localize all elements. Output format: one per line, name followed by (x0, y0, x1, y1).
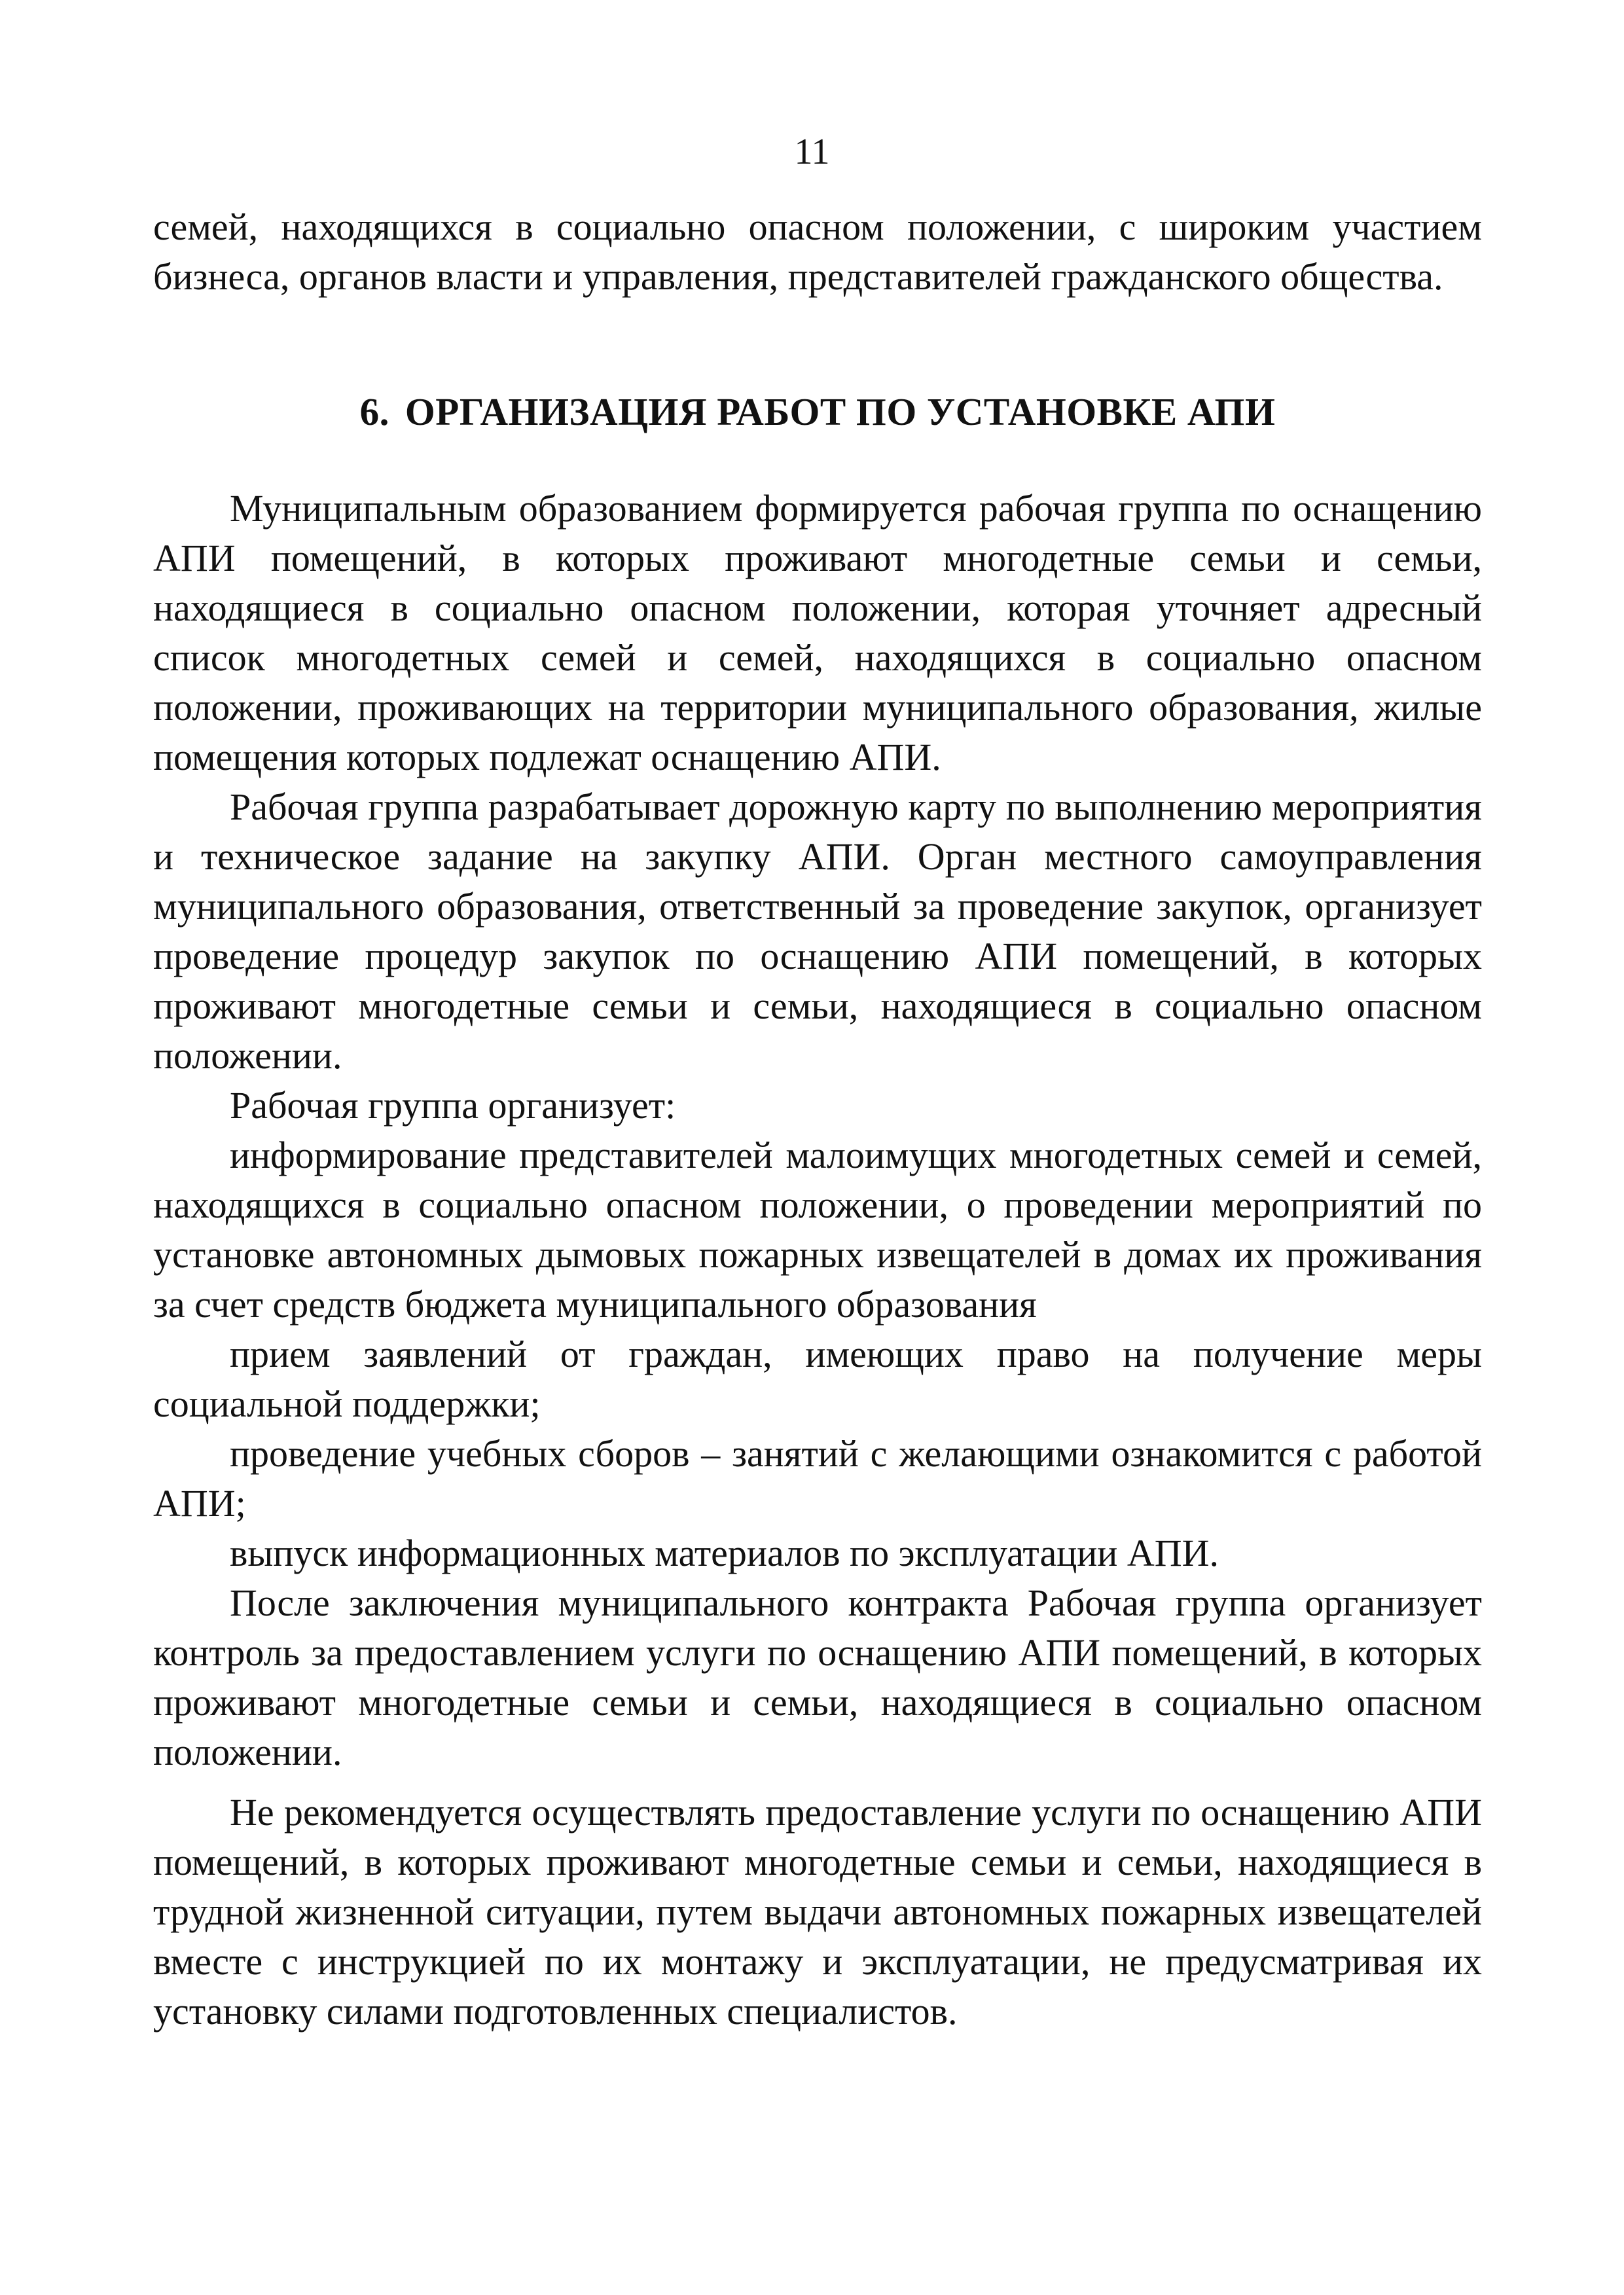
paragraph-contract-control: После заключения муниципального контракта Рабочая группа организует контроль за предоставлением услуги по оснащению АПИ помещений, в которых проживают многодетные семьи и семьи, находящиеся в социально опасном положении. (153, 1581, 1482, 1773)
page-number: 11 (794, 132, 830, 172)
paragraph-info-materials: выпуск информационных материалов по эксплуатации АПИ. (230, 1532, 1219, 1574)
intro-paragraph: семей, находящихся в социально опасном положении, с широким участием бизнеса, органов власти и управления, представителей гражданского общества. (153, 206, 1482, 298)
section-heading (153, 387, 1482, 437)
paragraph-not-recommended: Не рекомендуется осуществлять предоставление услуги по оснащению АПИ помещений, в которых проживают многодетные семьи и семьи, находящиеся в трудной жизненной ситуации, путем выдачи автономных пожарных извещателей вместе с инструкцией по их монтажу и эксплуатации, не предусматривая их установку силами подготовленных специалистов. (153, 1791, 1482, 2033)
paragraph-working-group-formation: Муниципальным образованием формируется рабочая группа по оснащению АПИ помещений, в которых проживают многодетные семьи и семьи, находящиеся в социально опасном положении, которая уточняет адресный список многодетных семей и семей, находящихся в социально опасном положении, проживающих на территории муниципального образования, жилые помещения которых подлежат оснащению АПИ. (153, 487, 1482, 778)
page-content (153, 202, 1482, 2036)
paragraph-training: проведение учебных сборов – занятий с желающими ознакомится с работой АПИ; (153, 1432, 1482, 1525)
section-title: ОРГАНИЗАЦИЯ РАБОТ ПО УСТАНОВКЕ АПИ (405, 390, 1276, 433)
paragraph-informing: информирование представителей малоимущих многодетных семей и семей, находящихся в социально опасном положении, о проведении мероприятий по установке автономных дымовых пожарных извещателей в домах их проживания за счет средств бюджета муниципального образования (153, 1134, 1482, 1326)
section-number: 6. (359, 390, 389, 433)
paragraph-applications: прием заявлений от граждан, имеющих право на получение меры социальной поддержки; (153, 1333, 1482, 1425)
paragraph-roadmap-and-procurement: Рабочая группа разрабатывает дорожную карту по выполнению мероприятия и техническое задание на закупку АПИ. Орган местного самоуправления муниципального образования, ответственный за проведение закупок, организует проведение процедур закупок по оснащению АПИ помещений, в которых проживают многодетные семьи и семьи, находящиеся в социально опасном положении. (153, 786, 1482, 1077)
paragraph-group-organizes: Рабочая группа организует: (230, 1084, 676, 1127)
